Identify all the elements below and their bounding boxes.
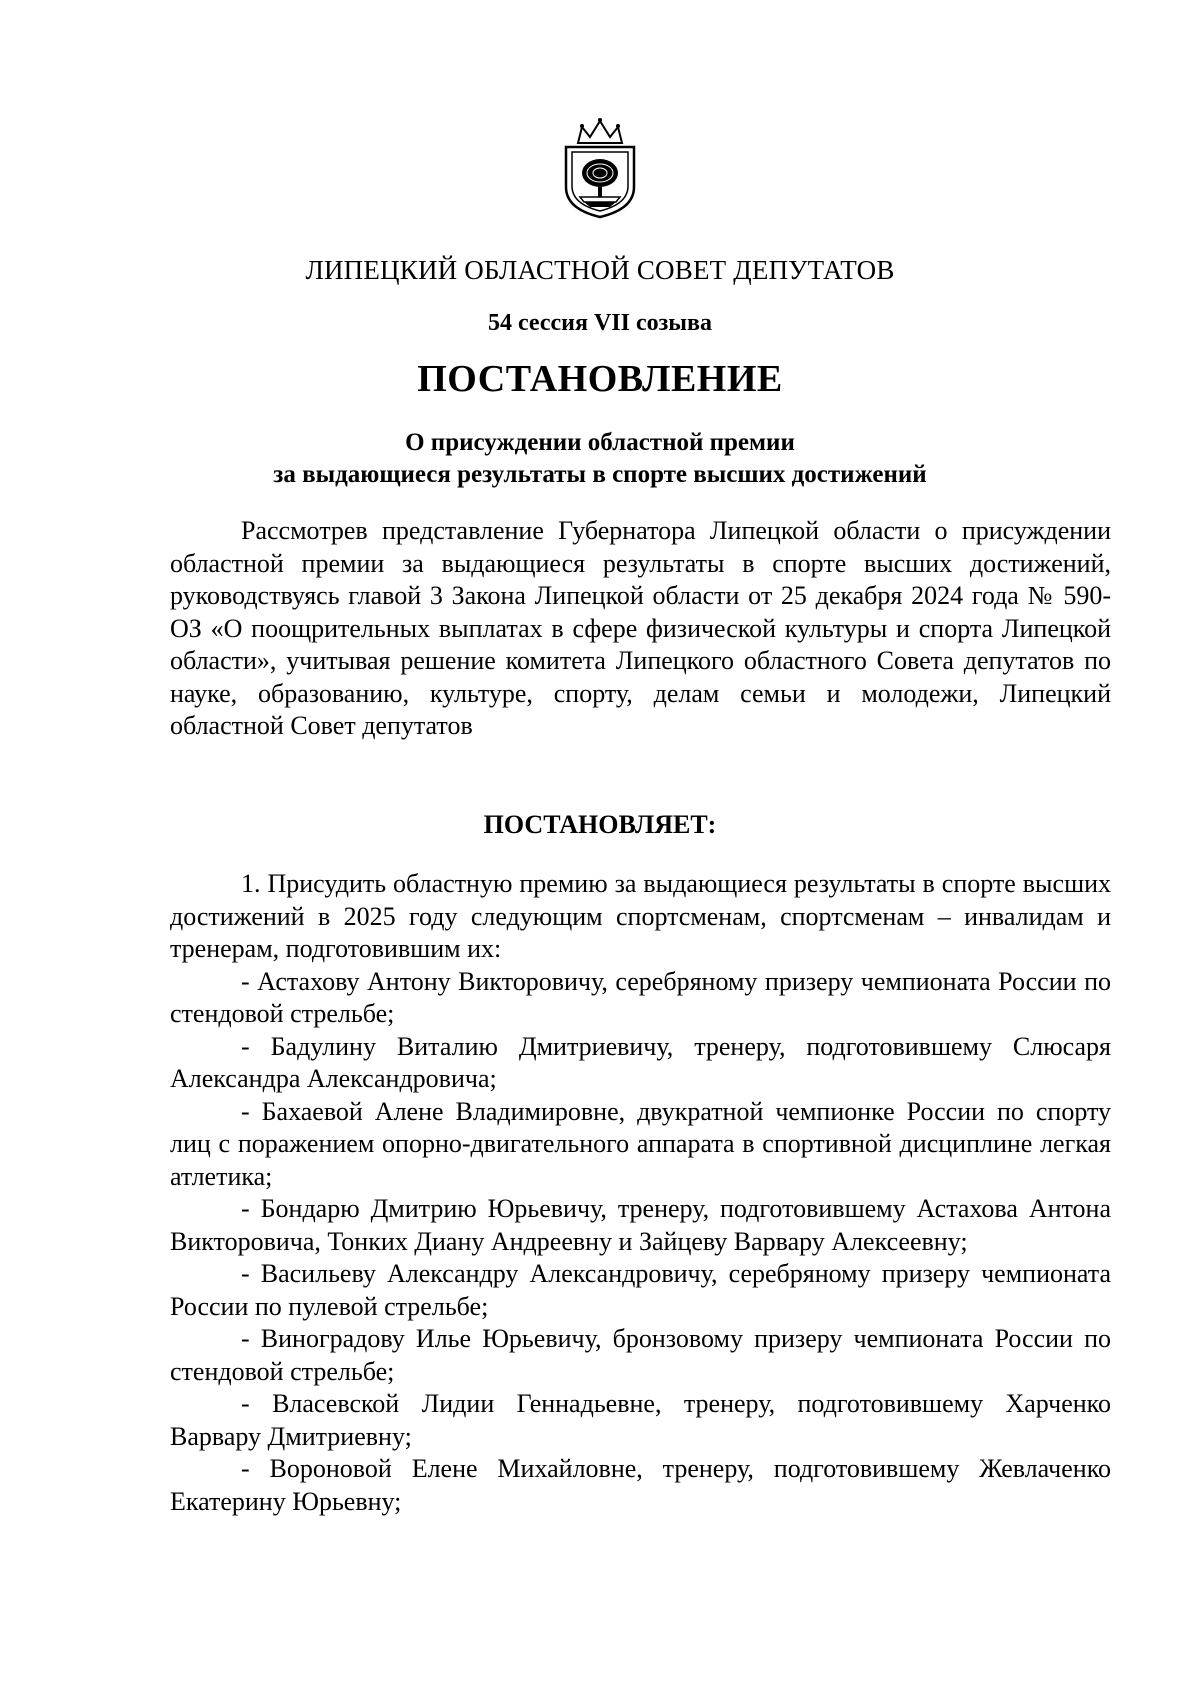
document-type: ПОСТАНОВЛЕНИЕ bbox=[417, 358, 783, 400]
list-item: 1. Присудить областную премию за выдающиеся результаты в спорте высших достижений в 2025 году следующим спортсменам, спортсменам – инвалидам и тренерам, подготовившим их: bbox=[170, 869, 1111, 963]
list-item: - Бахаевой Алене Владимировне, двукратной чемпионке России по спорту лиц с поражением опорно-двигательного аппарата в спортивной дисциплине легкая атлетика; bbox=[170, 1096, 1111, 1191]
subject-line-2: за выдающиеся результаты в спорте высших достижений bbox=[273, 461, 927, 488]
decree-heading: ПОСТАНОВЛЯЕТ: bbox=[483, 810, 717, 839]
list-item: - Вороновой Елене Михайловне, тренеру, подготовившему Жевлаченко Екатерину Юрьевну; bbox=[170, 1454, 1111, 1516]
session-number: 54 сессия VII созыва bbox=[487, 310, 712, 336]
list-item: - Власевской Лидии Геннадьевне, тренеру, подготовившему Харченко Варвару Дмитриевну; bbox=[170, 1389, 1111, 1451]
list-item: - Васильеву Александру Александровичу, серебряному призеру чемпионата России по пулевой стрельбе; bbox=[170, 1259, 1111, 1321]
list-item: - Астахову Антону Викторовичу, серебряному призеру чемпионата России по стендовой стрельбе; bbox=[170, 966, 1111, 1028]
list-item: - Бондарю Дмитрию Юрьевичу, тренеру, подготовившему Астахова Антона Викторовича, Тонких Диану Андреевну и Зайцеву Варвару Алексеевну; bbox=[170, 1194, 1111, 1256]
preamble-paragraph bbox=[170, 515, 1111, 743]
preamble-text: Рассмотрев представление Губернатора Липецкой области о присуждении областной премии за выдающиеся результаты в спорте высших достижений, руководствуясь главой 3 Закона Липецкой области от 25 декабря 2024 года № 590-ОЗ «О поощрительных выплатах в сфере физической культуры и спорта Липецкой области», учитывая решение комитета Липецкого областного Совета депутатов по науке, образованию, культуре, спорту, делам семьи и молодежи, Липецкий областной Совет депутатов bbox=[170, 516, 1111, 740]
list-item: - Виноградову Илье Юрьевичу, бронзовому призеру чемпионата России по стендовой стрельбе; bbox=[170, 1324, 1111, 1386]
coat-of-arms-icon bbox=[560, 117, 640, 220]
award-list bbox=[170, 868, 1111, 1518]
document-subject bbox=[0, 427, 1200, 491]
council-name: ЛИПЕЦКИЙ ОБЛАСТНОЙ СОВЕТ ДЕПУТАТОВ bbox=[305, 255, 895, 285]
subject-line-1: О присуждении областной премии bbox=[405, 429, 795, 456]
list-item: - Бадулину Виталию Дмитриевичу, тренеру, подготовившему Слюсаря Александра Александровича; bbox=[170, 1031, 1111, 1093]
